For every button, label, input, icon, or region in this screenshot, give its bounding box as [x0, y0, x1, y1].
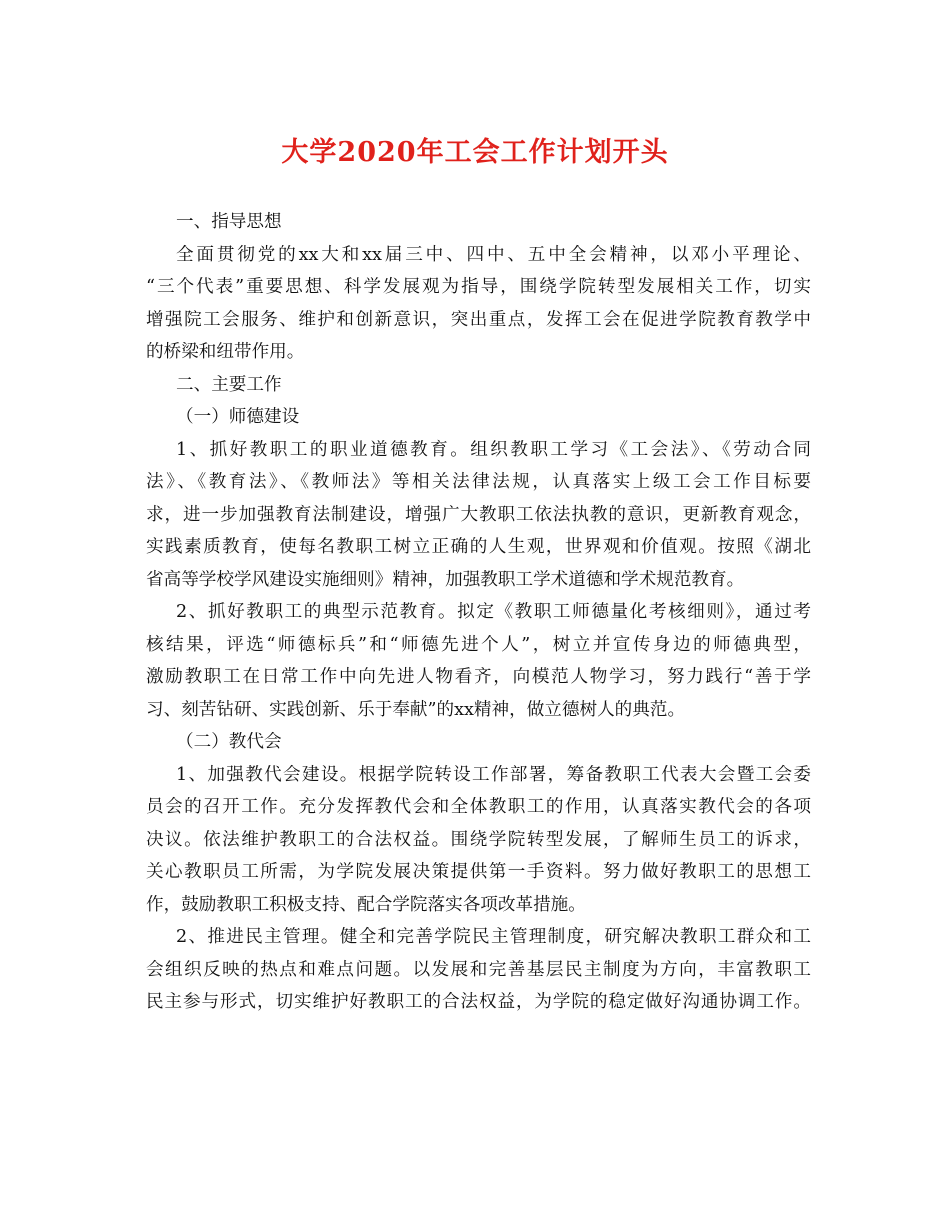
body-line: 习、刻苦钻研、实践创新、乐于奉献”的xx精神，做立德树人的典范。 — [146, 699, 686, 720]
body-line: 2、推进民主管理。健全和完善学院民主管理制度，研究解决教职工群众和工 — [176, 927, 811, 947]
body-line: 作，鼓励教职工积极支持、配合学院落实各项改革措施。 — [146, 894, 586, 915]
body-line: 核结果，评选“师德标兵”和“师德先进个人”，树立并宣传身边的师德典型， — [146, 634, 811, 655]
document-title: 大学2020年工会工作计划开头 — [281, 137, 669, 168]
body-line: 关心教职员工所需，为学院发展决策提供第一手资料。努力做好教职工的思想工 — [146, 862, 811, 882]
body-line: 增强院工会服务、维护和创新意识，突出重点，发挥工会在促进学院教育教学中 — [146, 309, 811, 330]
body-line: 会组织反映的热点和难点问题。以发展和完善基层民主制度为方向，丰富教职工 — [146, 959, 811, 980]
body-line: 求，进一步加强教育法制建设，增强广大教职工依法执教的意识，更新教育观念， — [146, 504, 811, 525]
body-line: 一、指导思想 — [176, 212, 282, 232]
body-line: （二）教代会 — [176, 732, 282, 752]
body-line: 员会的召开工作。充分发挥教代会和全体教职工的作用，认真落实教代会的各项 — [146, 797, 811, 817]
body-line: 1、加强教代会建设。根据学院转设工作部署，筹备教职工代表大会暨工会委 — [176, 764, 811, 785]
body-line: “三个代表”重要思想、科学发展观为指导，围绕学院转型发展相关工作，切实 — [146, 277, 811, 297]
document-body — [146, 206, 811, 1019]
body-line: 民主参与形式，切实维护好教职工的合法权益，为学院的稳定做好沟通协调工作。 — [146, 992, 811, 1012]
body-line: 全面贯彻党的xx大和xx届三中、四中、五中全会精神，以邓小平理论、 — [176, 244, 811, 265]
body-line: 二、主要工作 — [176, 374, 282, 395]
body-line: （一）师德建设 — [176, 407, 300, 427]
body-line: 省高等学校学风建设实施细则》精神，加强教职工学术道德和学术规范教育。 — [146, 569, 745, 590]
body-line: 2、抓好教职工的典型示范教育。拟定《教职工师德量化考核细则》，通过考 — [176, 602, 811, 622]
body-line: 决议。依法维护教职工的合法权益。围绕学院转型发展，了解师生员工的诉求， — [146, 829, 811, 850]
body-line: 1、抓好教职工的职业道德教育。组织教职工学习《工会法》、《劳动合同 — [176, 439, 811, 460]
body-line: 实践素质教育，使每名教职工树立正确的人生观，世界观和价值观。按照《湖北 — [146, 537, 811, 557]
body-line: 法》、《教育法》、《教师法》等相关法律法规，认真落实上级工会工作目标要 — [146, 472, 811, 492]
body-line: 的桥梁和纽带作用。 — [146, 342, 305, 362]
body-line: 激励教职工在日常工作中向先进人物看齐，向模范人物学习，努力践行“善于学 — [146, 667, 811, 687]
